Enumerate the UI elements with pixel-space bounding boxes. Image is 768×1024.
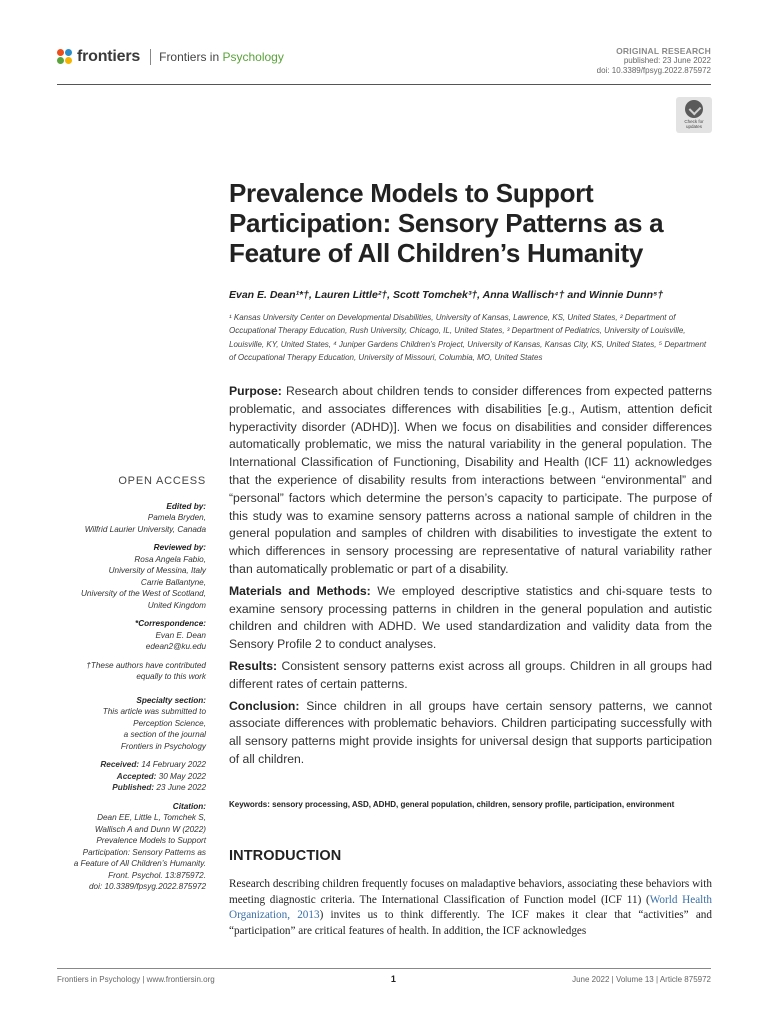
introduction-heading: INTRODUCTION [229,848,342,864]
published-date: published: 23 June 2022 [623,56,711,65]
methods-label: Materials and Methods: [229,583,371,598]
correspondence-email[interactable]: edean2@ku.edu [145,642,206,651]
citation-line: Front. Psychol. 13:875972. [108,870,206,880]
note-line: †These authors have contributed [86,660,206,670]
frontiers-logo-icon [57,49,73,65]
footer-divider [57,968,711,969]
reviewer-line: Rosa Angela Fabio, [134,554,206,564]
reviewer-line: University of Messina, Italy [108,566,206,575]
article-doi[interactable]: doi: 10.3389/fpsyg.2022.875972 [596,66,711,75]
specialty-line: This article was submitted to [102,707,206,716]
logo-separator [150,49,151,65]
footer-journal[interactable]: Frontiers in Psychology | www.frontiersin.org [57,974,215,984]
published-value: 23 June 2022 [154,783,206,792]
editor-line: Pamela Bryden, [147,513,206,522]
specialty-line: Perception Science, [133,718,206,728]
conclusion-label: Conclusion: [229,698,300,713]
received-date [57,759,206,771]
results-label: Results: [229,658,278,673]
page-footer [57,974,711,984]
abstract [229,383,712,773]
received-label: Received: [100,760,140,769]
check-for-updates-button[interactable] [676,97,712,133]
purpose-text: Research about children tends to consider differences from expected patterns problematic, and associates differences with disabilities [e.g., Autism, attention deficit hyperactivity disorder (ADHD)]. When we focus on disabilities and consider differences automatically problematic, we miss the natural variability in the general population. The International Classification of Functioning, Disability and Health (ICF 11) acknowledges that the experience of disability results from interactions between “environmental” and “personal” factors which determine the person’s capacity to participate. The purpose of this study was to examine sensory patterns across a national sample of children in the general population and samples of children with disabilities to investigate the extent to which differences in sensory processing are representative of natural variability rather than automatically problematic or part of a disability. [229,384,712,576]
abstract-conclusion [229,698,712,769]
citation-line: Participation: Sensory Patterns as [82,847,206,857]
editor-line: Wilfrid Laurier University, Canada [84,524,206,534]
note-line: equally to this work [136,672,206,681]
open-access-label: OPEN ACCESS [118,475,206,487]
intro-text-part: Research describing children frequently focuses on maladaptive behaviors, associating these behaviors with meeting diagnostic criteria. The International Classification of Function model (ICF 11) ( [229,878,712,906]
accepted-date [57,771,206,783]
page-number: 1 [390,974,396,984]
abstract-purpose [229,383,712,579]
check-updates-label: Check for updates [684,119,704,129]
published-date-sidebar [57,782,206,794]
logo-wordmark: frontiers [77,48,141,65]
citation-line: a Feature of All Children’s Humanity. [73,859,206,868]
purpose-label: Purpose: [229,384,282,398]
article-sidebar [57,476,206,893]
specialty-line: a section of the journal [123,730,206,739]
footer-issue: June 2022 | Volume 13 | Article 875972 [572,974,711,984]
results-text: Consistent sensory patterns exist across all groups. Children in all groups had different rates of certain patterns. [229,658,712,691]
methods-text: We employed descriptive statistics and chi-square tests to examine sensory processing patterns in children in the general population and autistic children and children with ADHD. We used standardization and validity data from the Sensory Profile 2 to conduct analyses. [229,583,712,652]
affiliations: ¹ Kansas University Center on Developmental Disabilities, University of Kansas, Lawrence, KS, United States, ² Department of Occupational Therapy Education, Rush University, Chicago, IL, United States, ³ Department of Pediatrics, University of Louisville, Louisville, KY, United States, ⁴ Juniper Gardens Children’s Project, University of Kansas, Kansas City, KS, United States, ⁵ Department of Occupational Therapy Education, University of Missouri, Columbia, MO, United States [229,313,707,363]
reviewed-by-heading: Reviewed by: [153,543,206,552]
journal-suffix: Psychology [222,50,284,64]
equal-contribution-note [57,660,206,683]
check-updates-icon [685,100,703,118]
author-list: Evan E. Dean¹*†, Lauren Little²†, Scott Tomchek³†, Anna Wallisch⁴† and Winnie Dunn⁵† [229,289,664,301]
abstract-results [229,658,712,694]
published-label: Published: [112,783,155,792]
keywords: Keywords: sensory processing, ASD, ADHD, general population, children, sensory profile, participation, environment [229,800,675,809]
reviewer-line: United Kingdom [147,600,206,610]
journal-prefix: Frontiers in [159,50,223,64]
citation-line: Wallisch A and Dunn W (2022) [94,824,206,834]
introduction-text [229,877,712,939]
citation-heading: Citation: [172,801,206,811]
specialty-line: Frontiers in Psychology [120,741,206,751]
article-type: ORIGINAL RESEARCH [616,46,711,56]
edited-by-heading: Edited by: [166,501,206,511]
citation-line: Dean EE, Little L, Tomchek S, [97,813,206,822]
accepted-label: Accepted: [116,771,157,781]
received-value: 14 February 2022 [139,760,206,769]
article-title: Prevalence Models to Support Participation: Sensory Patterns as a Feature of All Children’s Humanity [229,178,664,268]
header-divider [57,84,711,85]
abstract-methods [229,583,712,654]
journal-name [159,50,284,64]
specialty-heading: Specialty section: [136,695,206,705]
reference-link[interactable]: World Health Organization, 2013 [229,893,712,921]
frontiers-logo[interactable] [57,47,284,67]
reviewer-line: University of the West of Scotland, [81,589,206,598]
accepted-value: 30 May 2022 [156,771,206,781]
citation-line: Prevalence Models to Support [96,836,206,845]
article-meta [597,46,711,76]
correspondence-name: Evan E. Dean [155,630,206,640]
citation-doi[interactable]: doi: 10.3389/fpsyg.2022.875972 [89,882,206,891]
conclusion-text: Since children in all groups have certain sensory patterns, we cannot associate differences with problematic behaviors. Children participating successfully with all sensory patterns might provide insights for universal design that supports participation of all children. [229,698,712,766]
correspondence-heading: *Correspondence: [135,619,206,628]
reviewer-line: Carrie Ballantyne, [140,577,206,587]
intro-text-part: ) invites us to think differently. The ICF makes it clear that “activities” and “participation” are critical features of health. In addition, the ICF acknowledges [229,909,712,937]
